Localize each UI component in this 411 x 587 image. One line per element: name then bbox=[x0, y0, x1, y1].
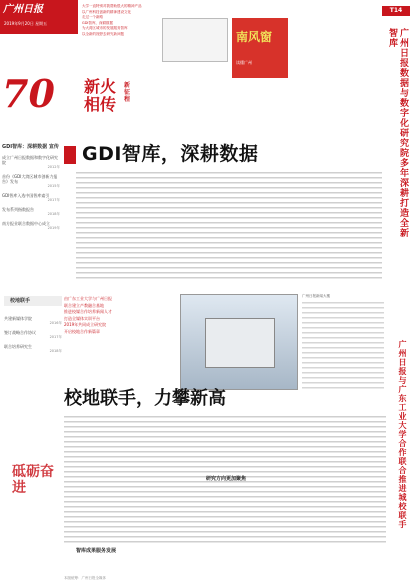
note-line: 走过一个新路 bbox=[82, 15, 103, 19]
timeline-item bbox=[4, 344, 62, 354]
timeline-date: 2018年 bbox=[47, 212, 60, 216]
section-notes bbox=[64, 296, 174, 335]
timeline-item bbox=[4, 330, 62, 340]
timeline-text: 成立广州日报数据和数字化研究院 bbox=[2, 155, 58, 165]
timeline-date: 2016年 bbox=[49, 321, 62, 325]
thumbnail-magazine bbox=[232, 18, 288, 78]
note-line: 2019年共同成立研究院 bbox=[64, 322, 107, 327]
timeline-date: 2018年 bbox=[49, 349, 62, 353]
bottom-note: 本版统筹：广州日报全媒体 bbox=[64, 576, 106, 580]
note-line: 推进校媒合作培养新闻人才 bbox=[64, 309, 112, 314]
timeline-date: 2015年 bbox=[47, 184, 60, 188]
anniversary-number: 70 bbox=[2, 71, 55, 116]
note-line: 打造全媒体实训平台 bbox=[64, 315, 100, 321]
note-line: 开启校地合作新篇章 bbox=[64, 328, 100, 334]
note-line: 以广州科技创新的精神建设文化 bbox=[82, 9, 131, 14]
building-shape bbox=[205, 318, 275, 368]
timeline-text: 南方报业联合数据中心成立 bbox=[2, 221, 50, 226]
article-title: GDI智库，深耕数据 bbox=[82, 143, 259, 165]
banner-subheading: 新征程 bbox=[124, 82, 131, 103]
section-title: 校地联手，力攀新高 bbox=[64, 388, 226, 409]
issue-date: 2019年9月20日 星期五 bbox=[4, 21, 48, 26]
timeline-item bbox=[2, 221, 60, 231]
vertical-headline: 广州日报与广东工业大学合作联合推进城校联手 bbox=[398, 340, 408, 529]
timeline-text: 联合培养研究生 bbox=[4, 344, 32, 349]
article-body bbox=[76, 170, 382, 280]
paper-logo: 广州日报 bbox=[3, 4, 43, 15]
timeline-text: GDI智库入选中国智库索引 bbox=[2, 193, 50, 198]
banner-heading: 新火相传 bbox=[84, 77, 117, 114]
timeline-item bbox=[2, 193, 60, 203]
photo-caption: 广州日报新闻大楼 bbox=[302, 294, 330, 298]
timeline-item bbox=[4, 316, 62, 326]
timeline-date: 2017年 bbox=[49, 335, 62, 339]
timeline-text: 共建新媒体学院 bbox=[4, 316, 32, 321]
article-body bbox=[302, 300, 384, 390]
title-accent bbox=[64, 146, 76, 164]
timeline-text: 签订战略合作协议 bbox=[4, 330, 36, 335]
timeline-date: 2012年 bbox=[47, 165, 60, 169]
header-notes bbox=[82, 4, 160, 50]
note-line: GDI智库，深耕数据 bbox=[82, 20, 113, 25]
timeline-date: 2019年 bbox=[47, 226, 60, 230]
page-number: T14 bbox=[382, 6, 410, 16]
thumbnail-report bbox=[162, 18, 228, 62]
seal-stamp: 砥砺奋进 bbox=[12, 464, 54, 496]
sidebar-heading: GDI智库：深耕数据 宣传 bbox=[2, 144, 59, 150]
magazine-sub: 读懂广州 bbox=[236, 60, 252, 65]
vertical-headline: 广州日报数据与数字化研究院多年深耕打造全新智库 bbox=[387, 28, 408, 238]
timeline-item bbox=[2, 174, 60, 189]
timeline-date: 2017年 bbox=[47, 198, 60, 202]
section-subheading: 智库成果服务发展 bbox=[76, 548, 117, 554]
timeline-item bbox=[2, 155, 60, 170]
section-label: 校地联手 bbox=[4, 296, 62, 306]
magazine-title: 南风窗 bbox=[236, 30, 273, 44]
note-line: 联合建立产教融合基地 bbox=[64, 302, 104, 308]
note-line: 为大湾区城市的发展服务智库 bbox=[82, 26, 128, 30]
timeline-text: 首份《GDI大湾区城市创新力报告》发布 bbox=[2, 174, 58, 184]
note-line: 以全新的视野去研究新问题 bbox=[82, 31, 124, 36]
note-line: 由广东工业大学与广州日报 bbox=[64, 296, 112, 301]
section-sidebar bbox=[4, 312, 62, 354]
timeline-item bbox=[2, 207, 60, 217]
section-subheading: 研究方向更加聚焦 bbox=[206, 476, 247, 482]
timeline-sidebar bbox=[2, 144, 60, 231]
timeline-text: 发布系列指数报告 bbox=[2, 207, 34, 212]
note-line: 大学一直特别对我帮助很大的精神产品 bbox=[82, 4, 142, 8]
